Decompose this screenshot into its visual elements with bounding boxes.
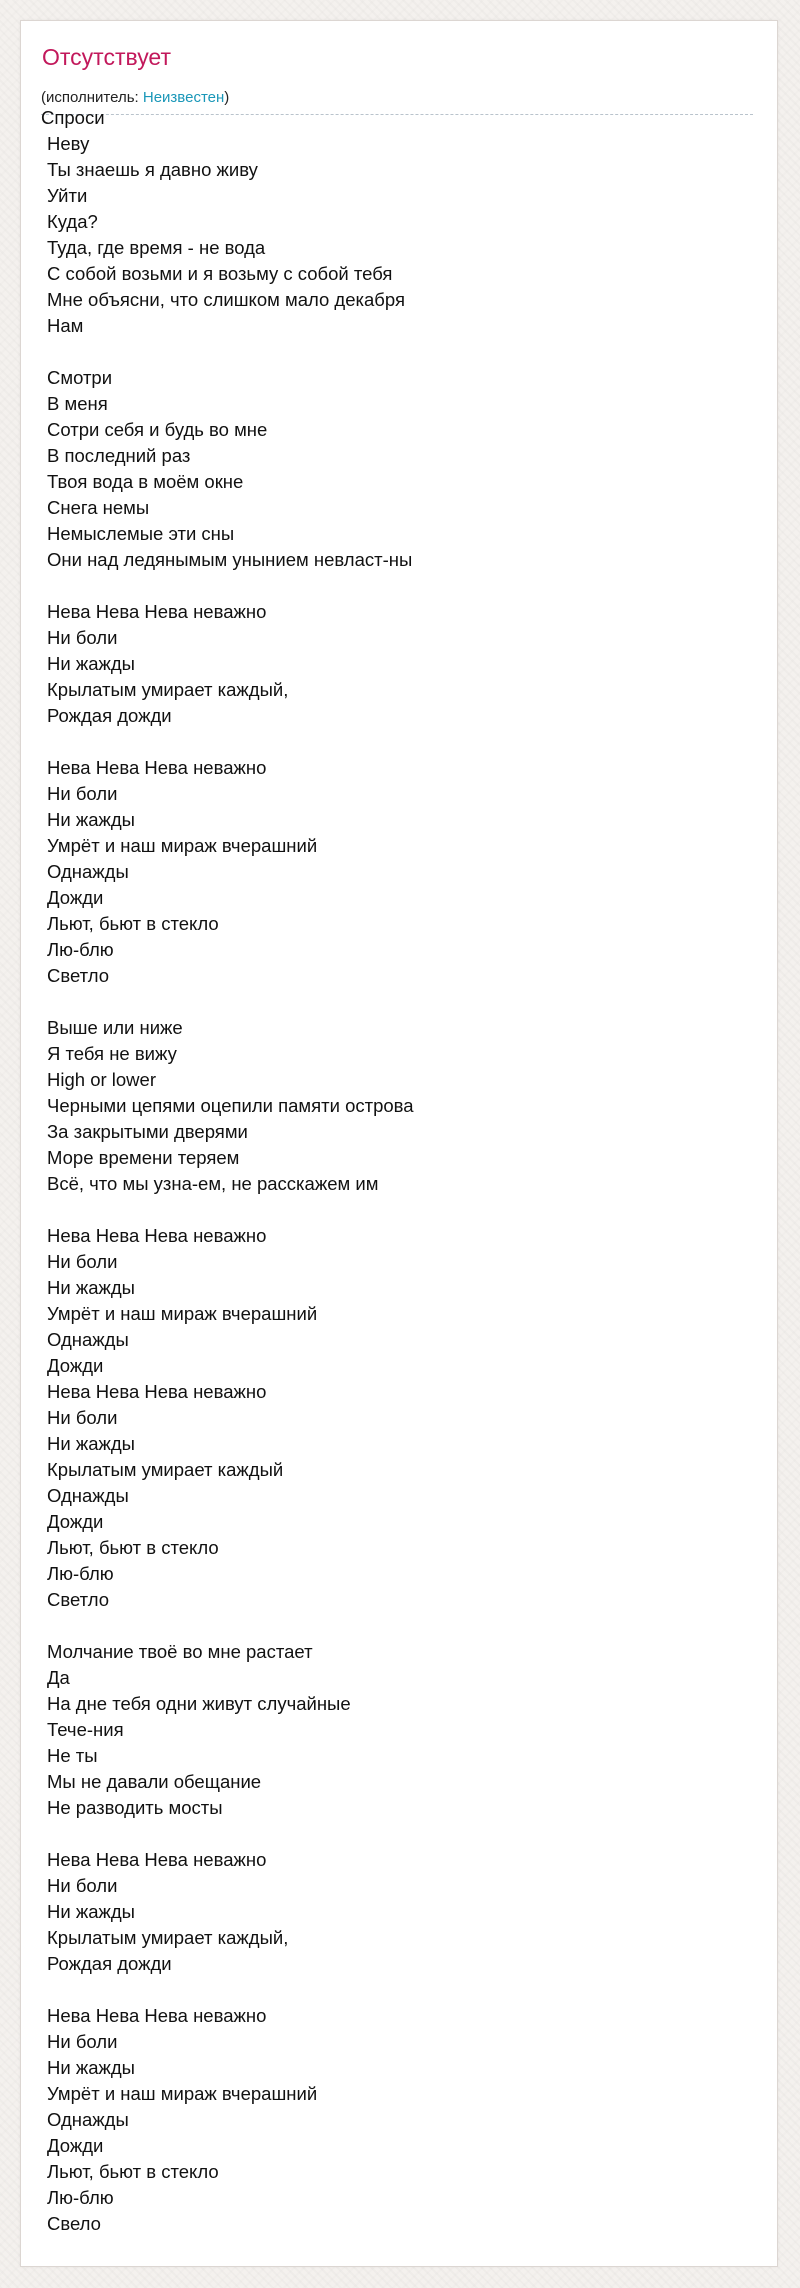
lyric-line: Дожди bbox=[47, 1355, 104, 1376]
lyric-line: Ты знаешь я давно живу bbox=[47, 159, 258, 180]
lyric-line: Лю-блю bbox=[47, 2187, 114, 2208]
stanza-break bbox=[41, 1977, 741, 2003]
lyric-line: В последний раз bbox=[47, 445, 191, 466]
lyric-line: Ни жажды bbox=[47, 1901, 135, 1922]
lyric-line: Немыслемые эти сны bbox=[47, 523, 235, 544]
lyric-line: Ни боли bbox=[47, 1251, 118, 1272]
stanza-break bbox=[41, 1821, 741, 1847]
stanza-break bbox=[41, 339, 741, 365]
lyric-line: Дожди bbox=[47, 887, 104, 908]
lyric-line: Однажды bbox=[47, 861, 129, 882]
lyric-line: Рождая дожди bbox=[47, 705, 172, 726]
lyric-line: Умрёт и наш мираж вчерашний bbox=[47, 2083, 318, 2104]
stanza-break bbox=[41, 573, 741, 599]
lyric-line: Льют, бьют в стекло bbox=[47, 1537, 219, 1558]
lyric-line: Льют, бьют в стекло bbox=[47, 2161, 219, 2182]
lyric-line: Умрёт и наш мираж вчерашний bbox=[47, 835, 318, 856]
lyric-line: Ни жажды bbox=[47, 653, 135, 674]
lyric-line: Не ты bbox=[47, 1745, 98, 1766]
lyric-line: Крылатым умирает каждый, bbox=[47, 1927, 289, 1948]
lyric-line: За закрытыми дверями bbox=[47, 1121, 248, 1142]
lyric-line: Однажды bbox=[47, 1485, 129, 1506]
lyric-line: Уйти bbox=[47, 185, 88, 206]
lyric-line: Ни боли bbox=[47, 627, 118, 648]
stanza-break bbox=[41, 1613, 741, 1639]
lyric-line: Нева Нева Нева неважно bbox=[47, 1381, 267, 1402]
lyric-line: Рождая дожди bbox=[47, 1953, 172, 1974]
lyric-line: Неву bbox=[47, 133, 90, 154]
stanza-break bbox=[41, 1197, 741, 1223]
lyric-line: Ни жажды bbox=[47, 2057, 135, 2078]
performer-suffix: ) bbox=[224, 89, 230, 106]
lyric-line: Однажды bbox=[47, 1329, 129, 1350]
lyric-line: Ни боли bbox=[47, 2031, 118, 2052]
lyric-line: Ни боли bbox=[47, 1407, 118, 1428]
lyric-line: Не разводить мосты bbox=[47, 1797, 223, 1818]
lyric-line: Лю-блю bbox=[47, 1563, 114, 1584]
lyric-line: Мы не давали обещание bbox=[47, 1771, 262, 1792]
lyrics-card bbox=[20, 20, 778, 2267]
lyric-line: Смотри bbox=[47, 367, 113, 388]
lyrics-text bbox=[41, 105, 741, 2237]
lyric-line: Да bbox=[47, 1667, 70, 1688]
lyric-line: Нева Нева Нева неважно bbox=[47, 1225, 267, 1246]
lyric-line: Нева Нева Нева неважно bbox=[47, 2005, 267, 2026]
lyric-line: Светло bbox=[47, 1589, 110, 1610]
lyric-line: Мне объясни, что слишком мало декабря bbox=[47, 289, 405, 310]
stanza-break bbox=[41, 729, 741, 755]
lyric-line: Черными цепями оцепили памяти острова bbox=[47, 1095, 414, 1116]
lyric-line: Твоя вода в моём окне bbox=[47, 471, 244, 492]
lyric-line: Тече-ния bbox=[47, 1719, 124, 1740]
lyric-line: С собой возьми и я возьму с собой тебя bbox=[47, 263, 393, 284]
lyric-line: Лю-блю bbox=[47, 939, 114, 960]
lyric-line: Светло bbox=[47, 965, 110, 986]
lyric-line: Нева Нева Нева неважно bbox=[47, 1849, 267, 1870]
lyric-line: Крылатым умирает каждый bbox=[47, 1459, 284, 1480]
song-header bbox=[41, 41, 753, 115]
lyric-line: Дожди bbox=[47, 2135, 104, 2156]
lyric-line: Однажды bbox=[47, 2109, 129, 2130]
lyric-line: Нам bbox=[47, 315, 84, 336]
performer-link[interactable]: Неизвестен bbox=[142, 89, 225, 106]
stanza-break bbox=[41, 989, 741, 1015]
lyric-line: Я тебя не вижу bbox=[47, 1043, 177, 1064]
lyric-line: Туда, где время - не вода bbox=[47, 237, 266, 258]
lyric-line: Ни жажды bbox=[47, 809, 135, 830]
lyric-line: Снега немы bbox=[47, 497, 150, 518]
lyric-line: Умрёт и наш мираж вчерашний bbox=[47, 1303, 318, 1324]
lyric-line: Море времени теряем bbox=[47, 1147, 240, 1168]
lyric-line: Ни жажды bbox=[47, 1277, 135, 1298]
lyric-line: Крылатым умирает каждый, bbox=[47, 679, 289, 700]
lyric-line: Ни боли bbox=[47, 1875, 118, 1896]
lyric-line: Куда? bbox=[47, 211, 98, 232]
lyric-line: Ни боли bbox=[47, 783, 118, 804]
lyric-line: Молчание твоё во мне растает bbox=[47, 1641, 313, 1662]
lyric-line: Ни жажды bbox=[47, 1433, 135, 1454]
lyric-line: Льют, бьют в стекло bbox=[47, 913, 219, 934]
lyric-line: High or lower bbox=[47, 1069, 156, 1090]
lyric-line: В меня bbox=[47, 393, 108, 414]
lyric-line: Свело bbox=[47, 2213, 101, 2234]
lyric-line: На дне тебя одни живут случайные bbox=[47, 1693, 351, 1714]
lyric-line: Выше или ниже bbox=[47, 1017, 183, 1038]
lyric-line: Нева Нева Нева неважно bbox=[47, 757, 267, 778]
lyric-line: Дожди bbox=[47, 1511, 104, 1532]
lyric-line: Они над ледянымым унынием невласт-ны bbox=[47, 549, 413, 570]
lyric-line: Всё, что мы узна-ем, не расскажем им bbox=[47, 1173, 379, 1194]
song-title: Отсутствует bbox=[42, 44, 171, 70]
performer-prefix: (исполнитель: bbox=[41, 89, 143, 106]
lyric-line: Нева Нева Нева неважно bbox=[47, 601, 267, 622]
lyric-line: Спроси bbox=[41, 107, 105, 128]
lyric-line: Сотри себя и будь во мне bbox=[47, 419, 268, 440]
